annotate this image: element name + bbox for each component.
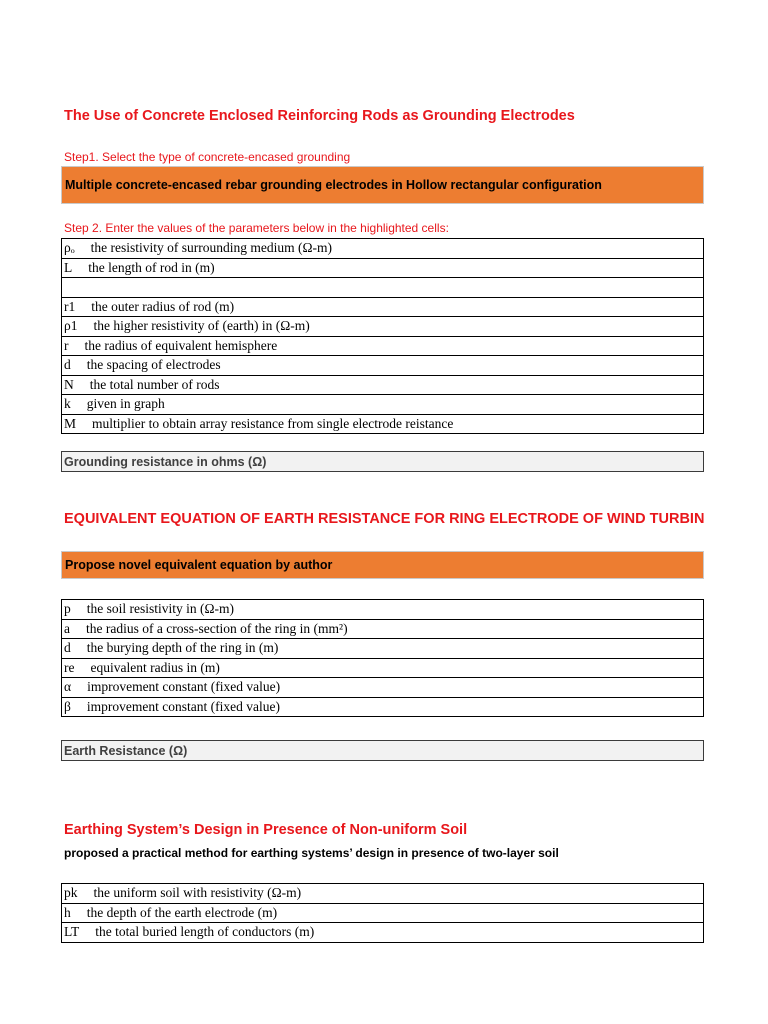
parameter-row [62,336,704,356]
parameter-cell[interactable] [62,600,704,620]
parameter-description: given in graph [86,396,165,412]
parameter-row [62,414,704,434]
grounding-resistance-output [61,451,704,472]
parameter-cell[interactable] [62,317,704,337]
parameter-symbol: N [64,376,74,392]
parameter-symbol: d [64,640,71,656]
parameter-row [62,317,704,337]
parameter-table-1 [61,238,704,434]
parameter-cell[interactable] [62,395,704,415]
parameter-description: the resistivity of surrounding medium (Ω-m) [90,240,333,256]
parameter-symbol: p [64,601,71,617]
parameter-symbol: α [64,679,72,695]
parameter-symbol: r1 [64,298,76,314]
parameter-description: the soil resistivity in (Ω-m) [86,601,235,617]
parameter-row [62,600,704,620]
parameter-row [62,678,704,698]
parameter-cell[interactable] [62,239,704,259]
parameter-symbol: d [64,357,71,373]
parameter-symbol: ρ1 [64,318,78,334]
grounding-type-value: Multiple concrete-encased rebar grounding electrodes in Hollow rectangular configuration [65,178,602,192]
parameter-symbol: L [64,259,73,275]
parameter-cell[interactable] [62,336,704,356]
parameter-cell[interactable] [62,697,704,717]
parameter-description: the total buried length of conductors (m) [95,924,315,940]
earth-resistance-label: Earth Resistance (Ω) [64,743,188,758]
parameter-cell[interactable] [62,678,704,698]
parameter-symbol: a [64,620,70,636]
parameter-cell[interactable] [62,923,704,943]
parameter-row [62,697,704,717]
parameter-cell[interactable] [62,903,704,923]
grounding-type-select[interactable] [61,166,704,204]
parameter-row [62,356,704,376]
parameter-symbol: LT [64,924,80,940]
parameter-row [62,239,704,259]
parameter-row [62,619,704,639]
parameter-cell[interactable] [62,375,704,395]
parameter-description: the radius of equivalent hemisphere [84,337,278,353]
parameter-symbol: M [64,415,77,431]
parameter-row [62,297,704,317]
parameter-table-2 [61,599,704,717]
parameter-symbol: k [64,396,71,412]
equation-bar-label: Propose novel equivalent equation by author [65,558,333,572]
parameter-row [62,395,704,415]
parameter-description: the depth of the earth electrode (m) [86,904,278,920]
parameter-description: multiplier to obtain array resistance from single electrode reistance [92,415,454,431]
parameter-row [62,639,704,659]
step1-label: Step1. Select the type of concrete-encased grounding [64,150,351,164]
section1-title: The Use of Concrete Enclosed Reinforcing Rods as Grounding Electrodes [64,108,575,124]
grounding-resistance-label: Grounding resistance in ohms (Ω) [64,454,267,469]
parameter-cell[interactable] [62,278,704,298]
parameter-cell[interactable] [62,619,704,639]
section2-title: EQUIVALENT EQUATION OF EARTH RESISTANCE FOR RING ELECTRODE OF WIND TURBIN [64,511,705,527]
parameter-description: the spacing of electrodes [86,357,221,373]
parameter-row [62,903,704,923]
equation-bar [61,551,704,579]
parameter-description: the total number of rods [89,376,220,392]
parameter-description: the uniform soil with resistivity (Ω-m) [93,885,302,901]
parameter-description: improvement constant (fixed value) [87,679,281,695]
parameter-cell[interactable] [62,658,704,678]
parameter-symbol: ρₒ [64,240,75,256]
parameter-cell[interactable] [62,297,704,317]
parameter-row [62,658,704,678]
parameter-cell[interactable] [62,414,704,434]
parameter-symbol: pk [64,885,78,901]
parameter-row [62,375,704,395]
parameter-table-3 [61,883,704,943]
parameter-description: improvement constant (fixed value) [86,698,280,714]
parameter-cell[interactable] [62,356,704,376]
parameter-description: equivalent radius in (m) [90,659,220,675]
parameter-row [62,923,704,943]
parameter-cell[interactable] [62,258,704,278]
parameter-symbol: r [64,337,69,353]
parameter-cell[interactable] [62,884,704,904]
parameter-symbol: β [64,698,71,714]
earth-resistance-output [61,740,704,761]
step2-label: Step 2. Enter the values of the parameters below in the highlighted cells: [64,221,449,235]
parameter-row [62,258,704,278]
parameter-description: the outer radius of rod (m) [91,298,235,314]
parameter-description: the radius of a cross-section of the ring in (mm²) [86,620,348,636]
section3-subtitle: proposed a practical method for earthing systems’ design in presence of two-layer soil [64,846,559,860]
parameter-row [62,884,704,904]
section3-title: Earthing System’s Design in Presence of Non-uniform Soil [64,822,468,838]
parameter-row [62,278,704,298]
parameter-symbol: h [64,904,71,920]
parameter-description: the length of rod in (m) [88,259,215,275]
parameter-symbol: re [64,659,75,675]
parameter-description: the higher resistivity of (earth) in (Ω-m) [93,318,310,334]
parameter-cell[interactable] [62,639,704,659]
parameter-description: the burying depth of the ring in (m) [86,640,279,656]
